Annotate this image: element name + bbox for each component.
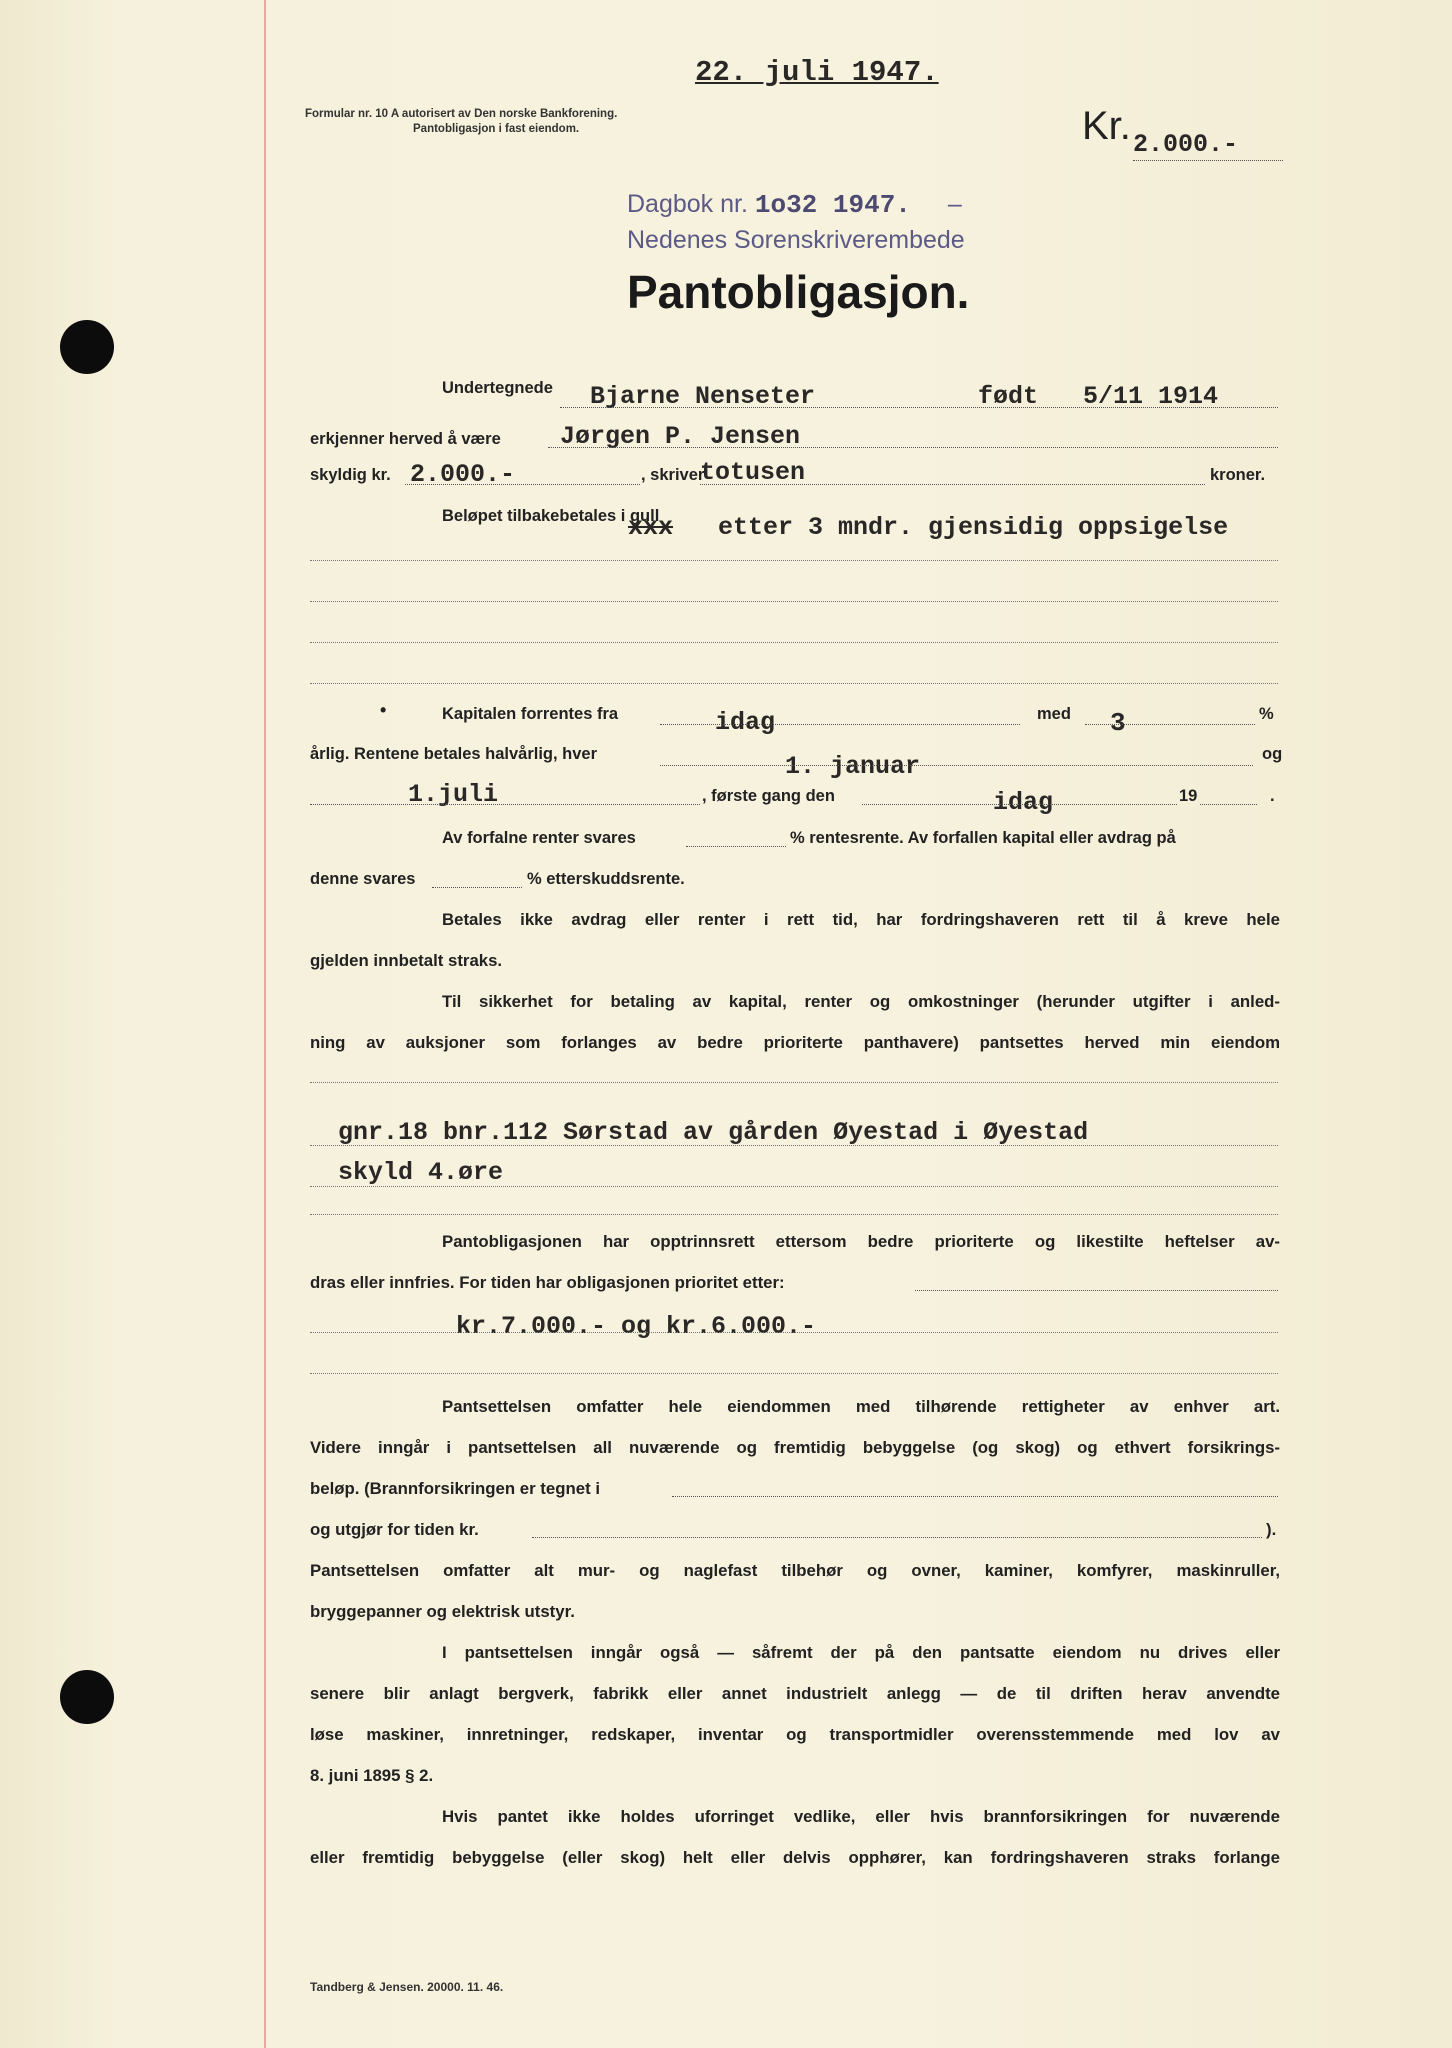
repayment-terms: etter 3 mndr. gjensidig oppsigelse xyxy=(718,513,1229,542)
page-title: Pantobligasjon. xyxy=(627,266,970,318)
kr-amount: 2.000.- xyxy=(1133,130,1239,159)
kapitalen-line xyxy=(660,724,1020,725)
amount-in-words: totusen xyxy=(700,458,806,487)
undertegnede-line xyxy=(560,407,1278,408)
p8-line-1: Hvis pantet ikke holdes uforringet vedlike, eller hvis brannforsikringen for nuværende xyxy=(442,1807,1280,1826)
p6-line-2: bryggepanner og elektrisk utstyr. xyxy=(310,1602,575,1621)
p6-line-1: Pantsettelsen omfatter alt mur- og naglefast tilbehør og ovner, kaminer, komfyrer, maskinruller, xyxy=(310,1561,1280,1580)
p5-line-3: beløp. (Brannforsikringen er tegnet i xyxy=(310,1479,600,1498)
p3-line-2: ning av auksjoner som forlanges av bedre prioriterte panthavere) pantsettes herved min eiendom xyxy=(310,1033,1280,1052)
p5-line-4-end: ). xyxy=(1266,1520,1277,1539)
formular-line-1: Formular nr. 10 A autorisert av Den norske Bankforening. xyxy=(305,108,618,120)
belopet-label: Beløpet tilbakebetales i gull xyxy=(442,507,660,525)
kr-amount-line xyxy=(1133,160,1283,161)
creditor-line xyxy=(548,447,1278,448)
punch-hole-bottom xyxy=(60,1670,114,1724)
p4-line-2: dras eller innfries. For tiden har obligasjonen prioritet etter: xyxy=(310,1273,785,1292)
interest-rate: 3 xyxy=(1110,708,1126,738)
interest-start: idag xyxy=(715,708,776,737)
percent-label: % xyxy=(1259,705,1274,723)
first-interest-date: idag xyxy=(993,788,1054,817)
skriver-line xyxy=(700,484,1205,485)
forste-line xyxy=(862,804,1177,805)
p7-line-2: senere blir anlagt bergverk, fabrikk eller annet industrielt anlegg — de til driften herav anvendte xyxy=(310,1684,1280,1703)
nitten-label: 19 xyxy=(1179,787,1198,805)
skriver-label: , skriver xyxy=(641,466,705,484)
p1-c: denne svares xyxy=(310,870,416,888)
kapitalen-label: Kapitalen forrentes fra xyxy=(442,705,619,723)
p8-line-2: eller fremtidig bebyggelse (eller skog) helt eller delvis opphører, kan fordringshaveren straks forlange xyxy=(310,1848,1280,1867)
property-line-1 xyxy=(310,1145,1278,1146)
blank-line-3 xyxy=(310,642,1278,643)
prioritet-line xyxy=(915,1290,1278,1291)
forste-label: , første gang den xyxy=(702,787,835,805)
punch-hole-top xyxy=(60,320,114,374)
undertegnede-label: Undertegnede xyxy=(442,379,553,397)
p5-line-1: Pantsettelsen omfatter hele eiendommen med tilhørende rettigheter av enhver art. xyxy=(442,1397,1280,1416)
blank-line-1 xyxy=(310,560,1278,561)
dagbok-dash: – xyxy=(947,190,962,218)
skyldig-line xyxy=(405,484,640,485)
prior-liens: kr.7.000.- og kr.6.000.- xyxy=(456,1312,817,1341)
fodt-label: født xyxy=(978,382,1039,411)
juli-line xyxy=(310,804,700,805)
med-label: med xyxy=(1037,705,1071,723)
p5-line-2: Videre inngår i pantsettelsen all nuværende og fremtidig bebyggelse (og skog) og ethvert forsikrings- xyxy=(310,1438,1280,1457)
formular-note xyxy=(305,107,617,137)
p5-line-4: og utgjør for tiden kr. xyxy=(310,1520,479,1539)
arlig-label: årlig. Rentene betales halvårlig, hver xyxy=(310,745,598,763)
birth-date: 5/11 1914 xyxy=(1083,382,1219,411)
utgjor-line xyxy=(532,1537,1262,1538)
p1-d: % etterskuddsrente. xyxy=(527,870,685,888)
bullet: • xyxy=(380,700,387,720)
p3-line-1: Til sikkerhet for betaling av kapital, renter og omkostninger (herunder utgifter i anled- xyxy=(442,992,1280,1011)
p2-line-1: Betales ikke avdrag eller renter i rett tid, har fordringshaveren rett til å kreve hele xyxy=(442,910,1280,929)
property-description-1: gnr.18 bnr.112 Sørstad av gården Øyestad i Øyestad xyxy=(338,1118,1089,1147)
erkjenner-label: erkjenner herved å være xyxy=(310,430,501,448)
office-stamp: Nedenes Sorenskriverembede xyxy=(627,226,965,254)
property-line-0 xyxy=(310,1082,1278,1083)
arlig-line xyxy=(660,765,1253,766)
og-label: og xyxy=(1262,745,1283,763)
rentesrente-line xyxy=(686,846,786,847)
formular-line-2: Pantobligasjon i fast eiendom. xyxy=(413,123,580,135)
blank-line-2 xyxy=(310,601,1278,602)
blank-line-4 xyxy=(310,683,1278,684)
creditor-name: Jørgen P. Jensen xyxy=(560,422,801,451)
property-line-3 xyxy=(310,1214,1278,1215)
document-date: 22. juli 1947. xyxy=(695,56,939,89)
property-description-2: skyld 4.øre xyxy=(338,1158,504,1187)
dagbok-label: Dagbok nr. xyxy=(627,190,748,218)
p2-line-2: gjelden innbetalt straks. xyxy=(310,951,503,970)
p7-line-1: I pantsettelsen inngår også — såfremt der på den pantsatte eiendom nu drives eller xyxy=(442,1643,1280,1662)
second-payment-date: 1.juli xyxy=(408,780,499,809)
priority-line-2 xyxy=(310,1373,1278,1374)
dagbok-number: 1o32 1947. xyxy=(754,190,911,220)
kroner-label: kroner. xyxy=(1210,466,1266,484)
skyldig-label: skyldig kr. xyxy=(310,466,391,484)
period: . xyxy=(1270,787,1275,805)
p1-b: % rentesrente. Av forfallen kapital eller avdrag på xyxy=(790,829,1176,847)
priority-line-1 xyxy=(310,1332,1278,1333)
p7-line-3: løse maskiner, innretninger, redskaper, inventar og transportmidler overensstemmende med lov av xyxy=(310,1725,1280,1744)
property-line-2 xyxy=(310,1186,1278,1187)
kr-label: Kr. xyxy=(1082,104,1131,148)
printer-footer: Tandberg & Jensen. 20000. 11. 46. xyxy=(310,1980,504,1994)
p4-line-1: Pantobligasjonen har opptrinnsrett ettersom bedre prioriterte og likestilte heftelser av- xyxy=(442,1232,1280,1251)
year-line xyxy=(1200,804,1257,805)
p7-line-4: 8. juni 1895 § 2. xyxy=(310,1766,434,1785)
rate-line xyxy=(1085,724,1255,725)
debtor-name: Bjarne Nenseter xyxy=(590,382,816,411)
first-payment-date: 1. januar xyxy=(785,752,921,781)
skyldig-amount: 2.000.- xyxy=(410,460,516,489)
brann-line xyxy=(672,1496,1278,1497)
etterskudd-line xyxy=(432,887,522,888)
margin-rule xyxy=(264,0,266,2048)
belopet-struck: xxx xyxy=(628,513,674,542)
p1-a: Av forfalne renter svares xyxy=(442,829,636,847)
dagbok-stamp xyxy=(627,190,962,220)
